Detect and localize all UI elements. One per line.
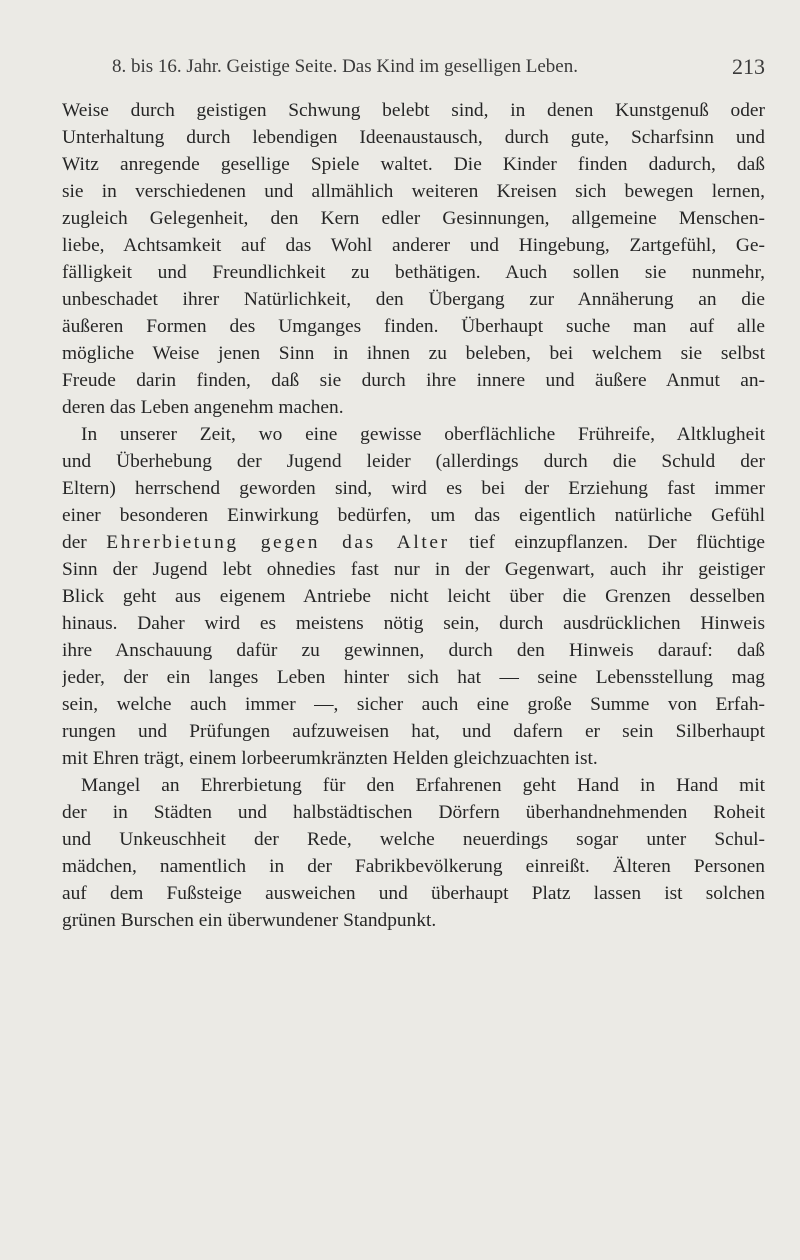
text-line: Weise durch geistigen Schwung belebt sind, in denen Kunstgenuß oder: [62, 100, 765, 121]
text-line: und Unkeuschheit der Rede, welche neuerdings sogar unter Schul-: [62, 829, 765, 850]
text-line: Unterhaltung durch lebendigen Ideenaustausch, durch gute, Scharfsinn und: [62, 127, 765, 148]
text-line: mit Ehren trägt, einem lorbeerumkränzten Helden gleichzuachten ist.: [62, 748, 598, 769]
paragraph-2: [62, 421, 765, 772]
page-number: 213: [732, 54, 765, 79]
text-line: ihre Anschauung dafür zu gewinnen, durch den Hinweis darauf: daß: [62, 640, 765, 661]
paragraph-1: [62, 97, 765, 421]
text-line: rungen und Prüfungen aufzuweisen hat, und dafern er sein Silberhaupt: [62, 721, 765, 742]
running-head-title: 8. bis 16. Jahr. Geistige Seite. Das Kind im geselligen Leben.: [112, 56, 578, 77]
text-line: äußeren Formen des Umganges finden. Überhaupt suche man auf alle: [62, 316, 765, 337]
text-line: Witz anregende gesellige Spiele waltet. Die Kinder finden dadurch, daß: [62, 154, 765, 175]
text-line: mädchen, namentlich in der Fabrikbevölkerung einreißt. Älteren Personen: [62, 856, 765, 877]
text-fragment: der: [62, 532, 107, 553]
text-line: grünen Burschen ein überwundener Standpunkt.: [62, 910, 437, 931]
text-line: liebe, Achtsamkeit auf das Wohl anderer und Hingebung, Zartgefühl, Ge-: [62, 235, 765, 256]
text-line: In unserer Zeit, wo eine gewisse oberflächliche Frühreife, Altklugheit: [81, 424, 765, 445]
text-line: der in Städten und halbstädtischen Dörfern überhandnehmenden Roheit: [62, 802, 765, 823]
text-line: jeder, der ein langes Leben hinter sich hat — seine Lebensstellung mag: [62, 667, 765, 688]
text-line: und Überhebung der Jugend leider (allerdings durch die Schuld der: [62, 451, 765, 472]
text-fragment: tief einzupflanzen. Der flüchtige: [449, 532, 765, 553]
text-line: unbeschadet ihrer Natürlichkeit, den Übergang zur Annäherung an die: [62, 289, 765, 310]
paragraph-3: [62, 772, 765, 934]
text-line: Mangel an Ehrerbietung für den Erfahrenen geht Hand in Hand mit: [81, 775, 765, 796]
text-line: auf dem Fußsteige ausweichen und überhaupt Platz lassen ist solchen: [62, 883, 765, 904]
text-line: fälligkeit und Freundlichkeit zu bethätigen. Auch sollen sie nunmehr,: [62, 262, 765, 283]
text-line: Freude darin finden, daß sie durch ihre innere und äußere Anmut an-: [62, 370, 765, 391]
text-line: mögliche Weise jenen Sinn in ihnen zu beleben, bei welchem sie selbst: [62, 343, 765, 364]
text-line: Blick geht aus eigenem Antriebe nicht leicht über die Grenzen desselben: [62, 586, 765, 607]
text-line: Sinn der Jugend lebt ohnedies fast nur in der Gegenwart, auch ihr geistiger: [62, 559, 765, 580]
text-line: deren das Leben angenehm machen.: [62, 397, 344, 418]
text-line: Eltern) herrschend geworden sind, wird es bei der Erziehung fast immer: [62, 478, 765, 499]
text-line: hinaus. Daher wird es meistens nötig sein, durch ausdrücklichen Hinweis: [62, 613, 765, 634]
text-line: zugleich Gelegenheit, den Kern edler Gesinnungen, allgemeine Menschen-: [62, 208, 765, 229]
body-text: [62, 97, 765, 934]
running-head: [112, 52, 765, 82]
text-line-emphasis: [62, 529, 765, 556]
text-line: sein, welche auch immer —, sicher auch eine große Summe von Erfah-: [62, 694, 765, 715]
text-line: sie in verschiedenen und allmählich weiteren Kreisen sich bewegen lernen,: [62, 181, 765, 202]
spaced-emphasis: Ehrerbietung gegen das Alter: [106, 532, 450, 553]
text-line: einer besonderen Einwirkung bedürfen, um das eigentlich natürliche Gefühl: [62, 505, 765, 526]
